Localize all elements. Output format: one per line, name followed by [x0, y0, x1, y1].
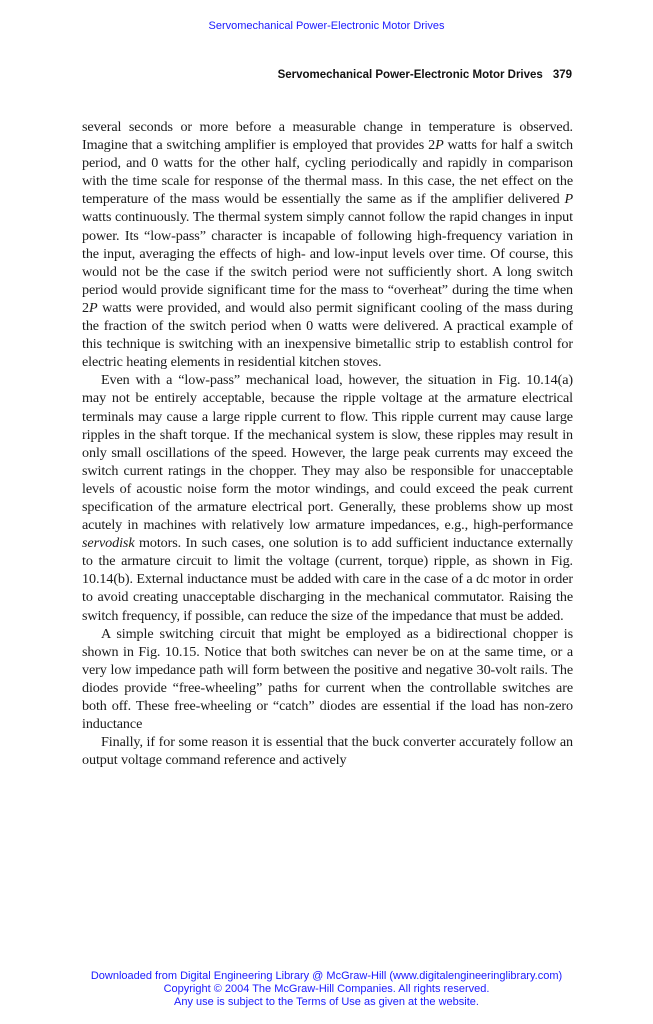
- paragraph: [82, 371, 573, 624]
- top-banner-link[interactable]: Servomechanical Power-Electronic Motor Drives: [208, 20, 445, 32]
- page-number: 379: [552, 69, 572, 81]
- text-run: Finally, if for some reason it is essential that the buck converter accurately follow an output voltage command reference and actively: [82, 734, 573, 769]
- italic-text: servodisk: [82, 535, 135, 552]
- text-run: watts were provided, and would also permit significant cooling of the mass during the fraction of the switch period when 0 watts were delivered. A practical example of this technique is switching with an inexpensive bimetallic strip to establish control for electric heating elements in residential kitchen stoves.: [82, 299, 573, 371]
- footer-copyright: Copyright © 2004 The McGraw-Hill Companies. All rights reserved.: [163, 983, 490, 995]
- footer-download-link[interactable]: Downloaded from Digital Engineering Library @ McGraw-Hill (www.digitalengineeringlibrary.com): [90, 970, 563, 982]
- italic-text: P: [564, 191, 573, 208]
- text-run: A simple switching circuit that might be employed as a bidirectional chopper is shown in Fig. 10.15. Notice that both switches can never be on at the same time, or a very low impedance path will form between the positive and negative 30-volt rails. The diodes provide “free-wheeling” paths for current when the controllable switches are both off. These free-wheeling or “catch” diodes are essential if the load has non-zero inductance: [82, 625, 573, 733]
- paragraph: [82, 625, 573, 734]
- text-run: watts continuously. The thermal system simply cannot follow the rapid changes in input power. Its “low-pass” character is incapable of following high-frequency variation in the input, averaging the effects of high- and low-input levels over time. Of course, this would not be the case if the switch period were not sufficiently short. A long switch period would provide significant time for the mass to “overheat” during the time when 2: [82, 209, 573, 316]
- body-text: [82, 118, 573, 769]
- text-run: motors. In such cases, one solution is to add sufficient inductance externally to the armature circuit to limit the voltage (current, torque) ripple, as shown in Fig. 10.14(b). External inductance must be added with care in the case of a dc motor in order to avoid creating unacceptable discharging in the mechanical commutator. Raising the switch frequency, if possible, can reduce the size of the impedance that must be added.: [82, 535, 573, 624]
- paragraph: [82, 733, 573, 769]
- running-head-title: Servomechanical Power-Electronic Motor Drives: [277, 69, 543, 81]
- text-run: several seconds or more before a measurable change in temperature is observed. Imagine that a switching amplifier is employed that provides 2: [82, 119, 573, 154]
- text-run: watts for half a switch period, and 0 watts for the other half, cycling periodically and rapidly in comparison with the time scale for response of the thermal mass. In this case, the net effect on the temperature of the mass would be essentially the same as if the amplifier delivered: [82, 137, 573, 208]
- text-run: Even with a “low-pass” mechanical load, however, the situation in Fig. 10.14(a) may not be entirely acceptable, because the ripple voltage at the armature electrical terminals may cause a large ripple current to flow. This ripple current may cause large ripples in the shaft torque. If the mechanical system is slow, these ripples may result in only small oscillations of the speed. However, the large peak currents may exceed the switch current ratings in the chopper. They may also be responsible for unacceptable levels of acoustic noise form the motor windings, and could exceed the peak current specification of the armature electrical port. Generally, these problems show up most acutely in machines with relatively low armature impedances, e.g., high-performance: [82, 372, 573, 534]
- paragraph: [82, 118, 573, 371]
- footer-terms-link[interactable]: Any use is subject to the Terms of Use as given at the website.: [174, 996, 479, 1008]
- italic-text: P: [88, 299, 98, 316]
- italic-text: P: [435, 137, 444, 154]
- footer: [0, 970, 653, 1009]
- running-head: [82, 69, 572, 81]
